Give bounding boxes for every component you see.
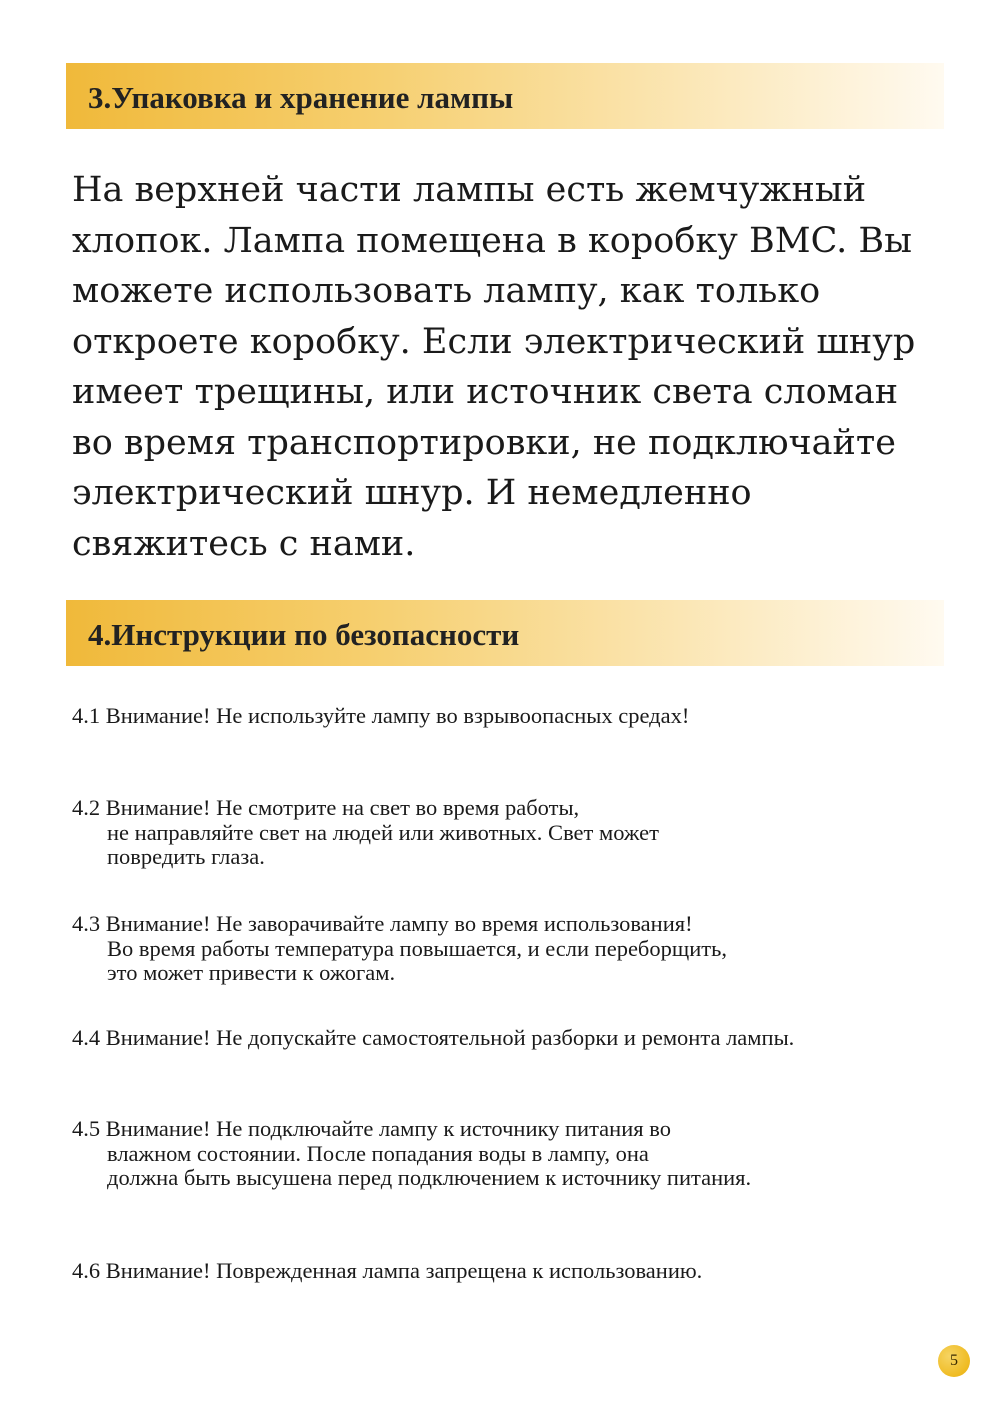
safety-item-line: Во время работы температура повышается, и если переборщить,: [107, 935, 727, 961]
section-3-paragraph: На верхней части лампы есть жемчужный хлопок. Лампа помещена в коробку BMC. Вы можете использовать лампу, как только откроете коробку. Если электрический шнур имеет трещины, или источник света сломан во время транспортировки, не подключайте электрический шнур. И немедленно свяжитесь с нами.: [72, 170, 916, 564]
section-3-banner: [66, 63, 944, 129]
safety-item-line: 4.3 Внимание! Не заворачивайте лампу во время использования!: [72, 911, 693, 936]
safety-item-line: 4.5 Внимание! Не подключайте лампу к источнику питания во: [72, 1116, 671, 1141]
section-4-banner: [66, 600, 944, 666]
safety-item-4-4: [72, 1026, 952, 1051]
safety-item-4-5: [72, 1117, 952, 1191]
safety-item-line: 4.2 Внимание! Не смотрите на свет во время работы,: [72, 795, 580, 820]
section-4-title: 4.Инструкции по безопасности: [88, 617, 520, 652]
safety-item-4-2: [72, 796, 952, 870]
page-number-badge: 5: [938, 1345, 970, 1377]
safety-item-line: не направляйте свет на людей или животных. Свет может: [107, 819, 659, 845]
safety-item-line: это может привести к ожогам.: [107, 960, 396, 985]
safety-item-line: должна быть высушена перед подключением к источнику питания.: [107, 1165, 752, 1190]
safety-item-4-3: [72, 912, 952, 986]
safety-item-4-1: [72, 704, 952, 729]
safety-item-line: влажном состоянии. После попадания воды в лампу, она: [107, 1140, 649, 1166]
section-3-title: 3.Упаковка и хранение лампы: [88, 80, 514, 115]
safety-item-line: повредить глаза.: [107, 844, 265, 869]
safety-item-line: 4.1 Внимание! Не используйте лампу во взрывоопасных средах!: [72, 703, 690, 728]
safety-item-4-6: [72, 1259, 952, 1284]
safety-item-line: 4.6 Внимание! Поврежденная лампа запрещена к использованию.: [72, 1258, 703, 1283]
safety-item-line: 4.4 Внимание! Не допускайте самостоятельной разборки и ремонта лампы.: [72, 1025, 795, 1050]
